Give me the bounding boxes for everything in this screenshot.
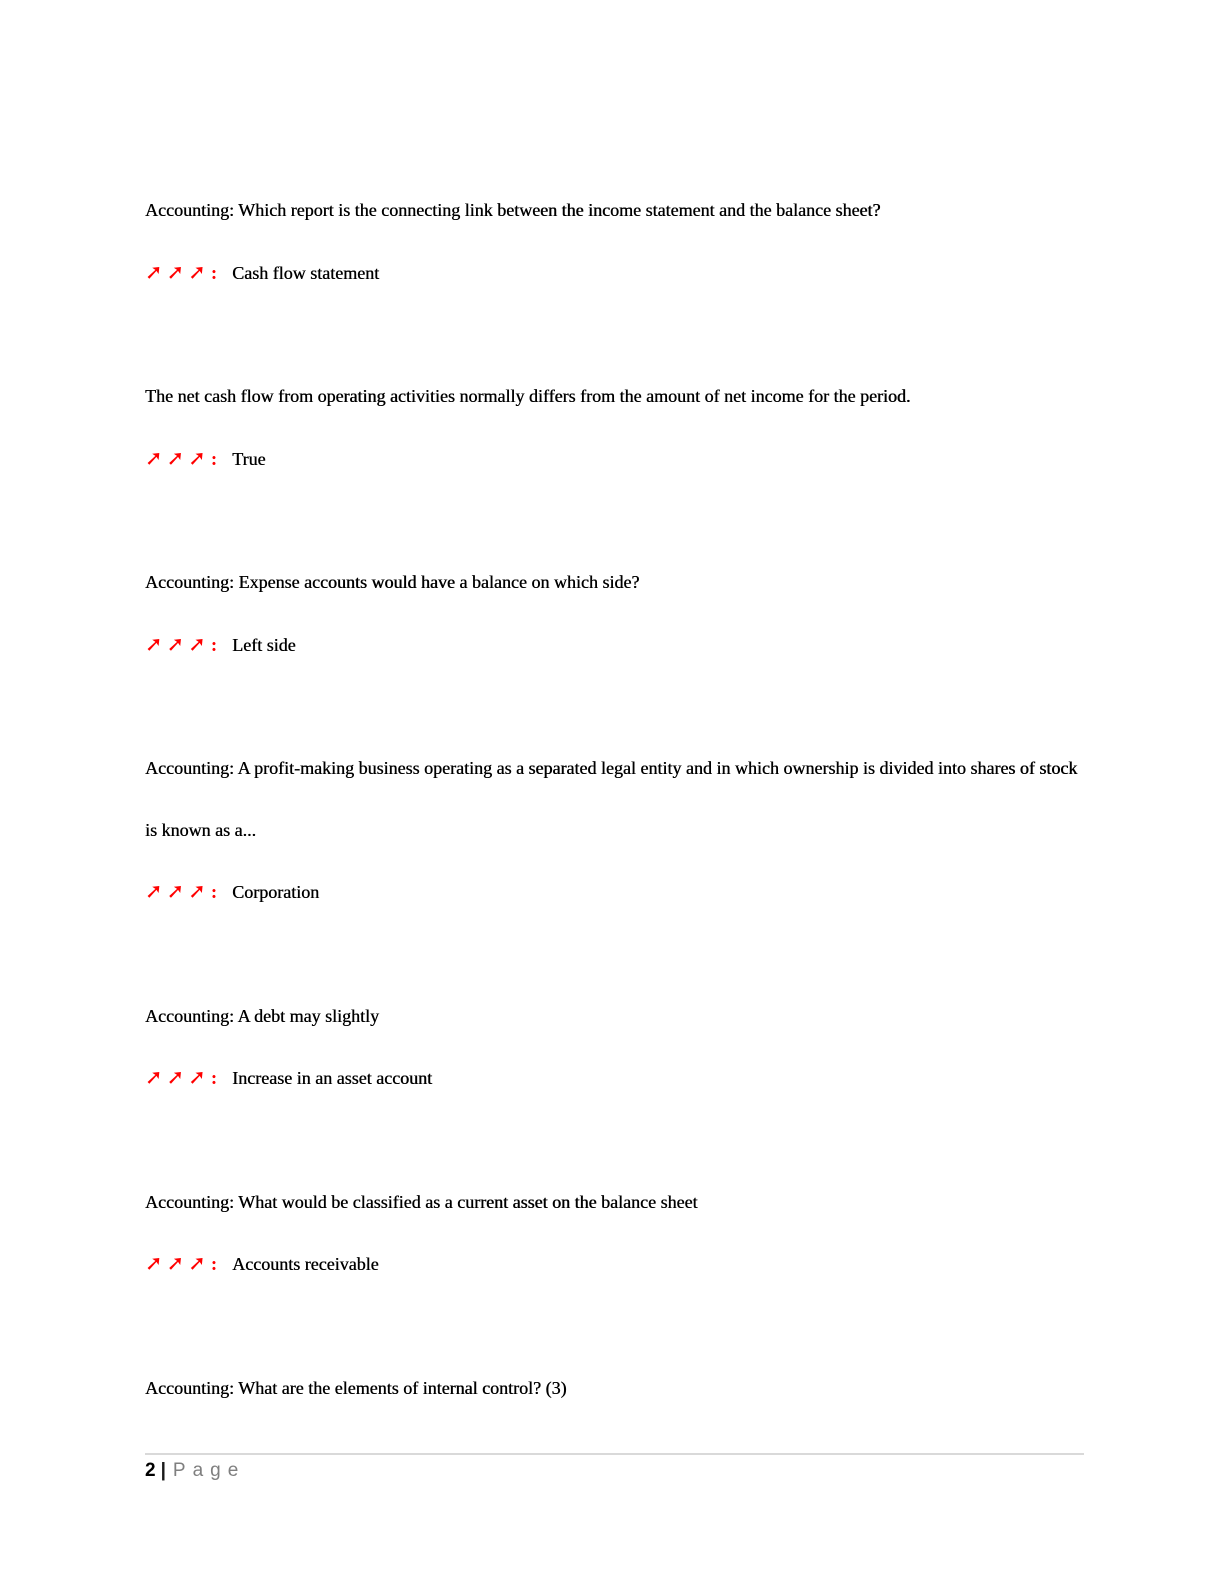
answer-text: Left side (232, 634, 296, 655)
page-number: 2 (145, 1460, 156, 1481)
red-northeast-arrow-icon: ➚ (188, 259, 206, 284)
red-northeast-arrow-icon: ➚ (145, 259, 163, 284)
marker-colon: : (210, 1254, 218, 1275)
marker-colon: : (210, 448, 218, 470)
red-northeast-arrow-icon: ➚ (188, 1251, 206, 1275)
red-northeast-arrow-icon: ➚ (145, 445, 163, 470)
red-northeast-arrow-icon: ➚ (166, 445, 185, 470)
answer-text: Cash flow statement (232, 262, 380, 283)
red-northeast-arrow-icon: ➚ (188, 1065, 206, 1089)
answer-line (145, 1233, 1084, 1296)
qa-group (145, 552, 1084, 676)
answer-line (145, 861, 1084, 924)
qa-group (145, 986, 1084, 1110)
answer-text: Increase in an asset account (232, 1068, 433, 1088)
footer-page-label: Page (172, 1460, 246, 1481)
qa-group (145, 180, 1084, 304)
marker-colon: : (210, 1068, 218, 1089)
red-northeast-arrow-icon: ➚ (166, 1065, 185, 1089)
qa-group (145, 1172, 1084, 1296)
red-northeast-arrow-icon: ➚ (166, 1251, 185, 1275)
answer-line (145, 428, 1084, 491)
red-northeast-arrow-icon: ➚ (145, 1251, 163, 1275)
footer-rule (145, 1453, 1084, 1455)
red-northeast-arrow-icon: ➚ (166, 631, 185, 656)
answer-line (145, 614, 1084, 677)
question-text: Accounting: Which report is the connecting link between the income statement and the balance sheet? (145, 200, 881, 220)
question-text: Accounting: Expense accounts would have a balance on which side? (145, 572, 640, 592)
qa-group (145, 1358, 1084, 1420)
question-text: Accounting: What would be classified as a current asset on the balance sheet (145, 1191, 698, 1212)
question-text: The net cash flow from operating activities normally differs from the amount of net income for the period. (145, 386, 911, 406)
question-text: Accounting: A debt may slightly (145, 1005, 379, 1026)
marker-colon: : (210, 262, 218, 284)
question-text: Accounting: A profit-making business operating as a separated legal entity and in which ownership is divided into shares of stock is known as a... (145, 758, 1078, 840)
answer-line (145, 242, 1084, 305)
red-northeast-arrow-icon: ➚ (188, 879, 206, 903)
question-text: Accounting: What are the elements of internal control? (3) (145, 1377, 567, 1398)
red-northeast-arrow-icon: ➚ (188, 631, 206, 656)
red-northeast-arrow-icon: ➚ (166, 259, 185, 284)
red-northeast-arrow-icon: ➚ (145, 631, 163, 656)
answer-text: True (232, 448, 266, 469)
qa-group (145, 738, 1084, 924)
red-northeast-arrow-icon: ➚ (166, 879, 185, 903)
red-northeast-arrow-icon: ➚ (188, 445, 206, 470)
answer-line (145, 1047, 1084, 1110)
red-northeast-arrow-icon: ➚ (145, 1065, 163, 1089)
marker-colon: : (210, 634, 218, 656)
answer-text: Accounts receivable (232, 1254, 379, 1274)
page-footer (145, 1460, 245, 1482)
footer-separator: | (160, 1460, 166, 1481)
answer-text: Corporation (232, 882, 320, 902)
red-northeast-arrow-icon: ➚ (145, 879, 163, 903)
marker-colon: : (210, 882, 218, 903)
qa-group (145, 366, 1084, 490)
